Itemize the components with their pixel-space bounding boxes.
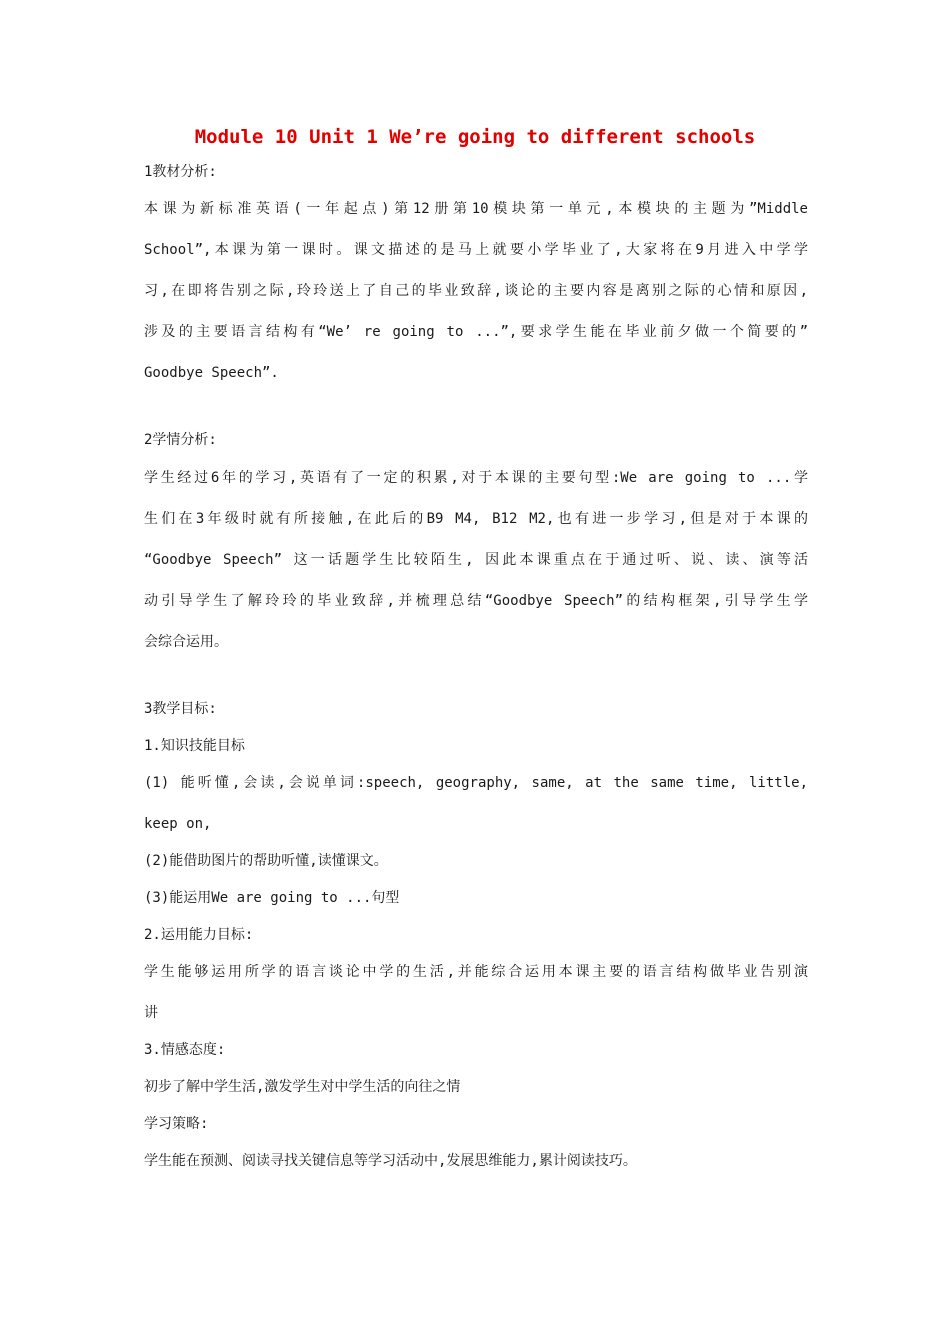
list-item: 讲 [144,1005,158,1021]
list-item: 学生能在预测、阅读寻找关键信息等学习活动中,发展思维能力,累计阅读技巧。 [144,1153,637,1169]
paragraph-line: 会综合运用。 [144,634,228,650]
list-item: keep on, [144,816,212,832]
paragraph-line: School”,本课为第一课时。课文描述的是马上就要小学毕业了,大家将在9月进入中学学 [144,242,808,258]
section-heading: 2学情分析: [144,432,217,448]
list-item: 2.运用能力目标: [144,927,254,943]
paragraph-line: 涉及的主要语言结构有“We’ re going to ...”,要求学生能在毕业前夕做一个简要的” [144,324,808,340]
list-item: 3.情感态度: [144,1042,226,1058]
paragraph-line: “Goodbye Speech” 这一话题学生比较陌生, 因此本课重点在于通过听、说、读、演等活 [144,552,808,568]
list-item: (2)能借助图片的帮助听懂,读懂课文。 [144,853,388,869]
list-item: 学习策略: [144,1116,209,1132]
paragraph-line: 动引导学生了解玲玲的毕业致辞,并梳理总结“Goodbye Speech”的结构框架,引导学生学 [144,593,808,609]
list-item: 初步了解中学生活,激发学生对中学生活的向往之情 [144,1079,461,1095]
section-teaching-objectives [144,699,808,1171]
list-item: 1.知识技能目标 [144,738,245,754]
section-heading: 1教材分析: [144,164,217,180]
document-title: Module 10 Unit 1 We’re going to different schools [194,126,756,148]
paragraph-line: 本课为新标准英语(一年起点)第12册第10模块第一单元,本模块的主题为”Middle [144,201,808,217]
section-textbook-analysis [144,162,808,383]
paragraph-line: 学生经过6年的学习,英语有了一定的积累,对于本课的主要句型:We are going to ...学 [144,470,808,486]
list-item: (1) 能听懂,会读,会说单词:speech, geography, same, at the same time, little, [144,775,808,791]
paragraph-line: 生们在3年级时就有所接触,在此后的B9 M4, B12 M2,也有进一步学习,但是对于本课的 [144,511,808,527]
section-student-analysis [144,430,808,652]
list-item: (3)能运用We are going to ...句型 [144,890,400,906]
paragraph-line: Goodbye Speech”. [144,365,279,381]
list-item: 学生能够运用所学的语言谈论中学的生活,并能综合运用本课主要的语言结构做毕业告别演 [144,964,808,980]
section-heading: 3教学目标: [144,701,217,717]
document-body [144,162,808,1171]
paragraph-line: 习,在即将告别之际,玲玲送上了自己的毕业致辞,谈论的主要内容是离别之际的心情和原因, [144,283,808,299]
